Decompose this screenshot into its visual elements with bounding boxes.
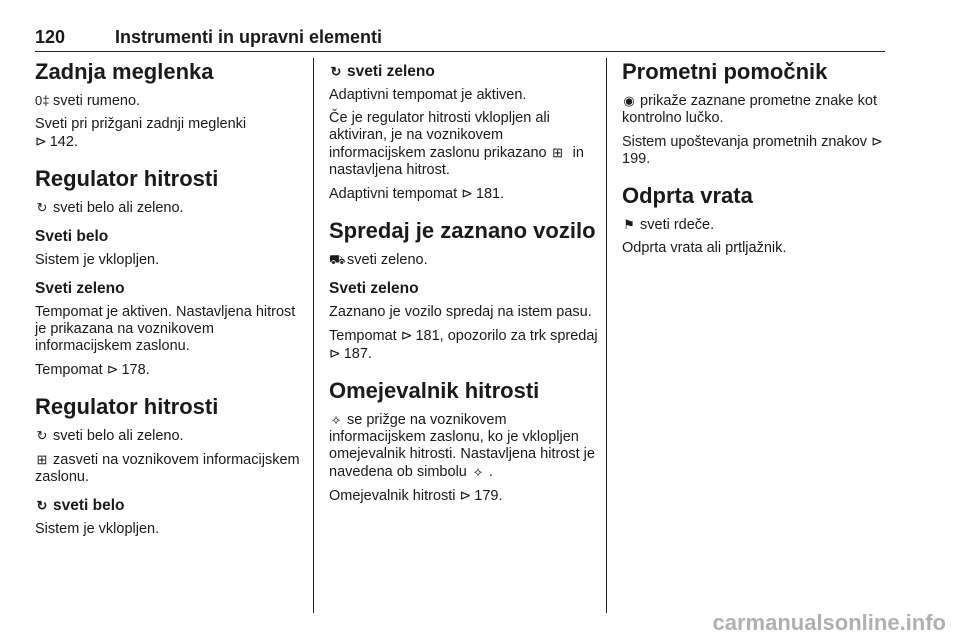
page-reference-icon: ⊳ [461, 185, 473, 201]
column-2 [329, 58, 599, 511]
speed-limiter-icon: ⟡ [331, 412, 341, 427]
column-1 [35, 58, 305, 544]
section-title: Zadnja meglenka [35, 59, 214, 84]
paragraph: ⛟ sveti zeleno. [329, 252, 428, 268]
section-title: Spredaj je zaznano vozilo [329, 218, 596, 243]
paragraph: ◉ prikaže zaznane prometne znake kot kontrolno lučko. [622, 93, 877, 126]
paragraph: ⊞ zasveti na voznikovem informacijskem zaslonu. [35, 452, 300, 485]
paragraph: Sistem je vklopljen. [35, 521, 160, 537]
cruise-control-icon: ↻ [36, 498, 48, 513]
paragraph: Tempomat je aktiven. Nastavljena hitrost je prikazana na voznikovem informacijskem zaslonu. [35, 304, 296, 354]
watermark: carmanualsonline.info [712, 610, 946, 635]
section-title: Regulator hitrosti [35, 394, 219, 419]
cruise-control-icon: ↻ [36, 428, 48, 443]
page-header [35, 27, 885, 52]
subheading: Sveti zeleno [35, 280, 125, 297]
paragraph: ⚑ sveti rdeče. [623, 217, 715, 233]
page-reference-icon: ⊳ [871, 133, 883, 149]
paragraph: ↻ sveti belo ali zeleno. [36, 200, 184, 216]
door-open-icon: ⚑ [623, 217, 635, 232]
paragraph: Sistem upoštevanja prometnih znakov ⊳199. [622, 133, 883, 167]
paragraph: ↻ sveti belo ali zeleno. [36, 428, 184, 444]
subheading: ↻ sveti zeleno [330, 63, 435, 80]
paragraph: Adaptivni tempomat je aktiven. [329, 87, 527, 103]
page-reference-icon: ⊳ [329, 345, 341, 361]
subheading: ↻ sveti belo [36, 497, 125, 514]
paragraph: Sveti pri prižgani zadnji meglenki ⊳ 142. [35, 116, 247, 150]
paragraph: Adaptivni tempomat ⊳ 181. [329, 185, 505, 202]
page-reference-icon: ⊳ [106, 361, 119, 377]
cruise-control-icon: ↻ [36, 200, 48, 215]
column-3 [622, 58, 892, 263]
speed-limiter-icon: ⟡ [473, 464, 483, 479]
traffic-sign-icon: ◉ [623, 93, 635, 108]
subheading: Sveti belo [35, 228, 109, 245]
page-reference-icon: ⊳ [459, 487, 472, 503]
running-title: Instrumenti in upravni elementi [115, 27, 383, 47]
cruise-control-icon: ↻ [330, 64, 342, 79]
section-title: Odprta vrata [622, 183, 753, 208]
page-reference-icon: ⊳ [400, 327, 413, 343]
page-reference-icon: ⊳ [35, 133, 47, 149]
paragraph: 0‡ sveti rumeno. [35, 93, 141, 109]
paragraph: Omejevalnik hitrosti ⊳ 179. [329, 487, 503, 504]
vehicle-ahead-icon: ⛟ [329, 252, 346, 267]
paragraph: Tempomat ⊳ 178. [35, 361, 150, 378]
rear-fog-light-icon: 0‡ [35, 93, 50, 108]
section-title: Prometni pomočnik [622, 59, 828, 84]
paragraph: Odprta vrata ali prtljažnik. [622, 240, 787, 256]
column-divider [606, 58, 607, 613]
cruise-display-icon: ⊞ [36, 452, 48, 467]
cruise-display-icon: ⊞ [552, 145, 564, 160]
paragraph: Zaznano je vozilo spredaj na istem pasu. [329, 304, 592, 320]
subheading: Sveti zeleno [329, 280, 419, 297]
paragraph: Sistem je vklopljen. [35, 252, 160, 268]
paragraph: Če je regulator hitrosti vklopljen ali aktiviran, je na voznikovem informacijskem zaslonu prikazano ⊞ in nastavljena hitrost. [329, 110, 584, 178]
paragraph: Tempomat ⊳ 181, opozorilo za trk spredaj ⊳ 187. [329, 327, 598, 362]
section-title: Regulator hitrosti [35, 166, 219, 191]
page-number: 120 [35, 27, 66, 47]
paragraph: ⟡ se prižge na voznikovem informacijskem zaslonu, ko je vklopljen omejevalnik hitrosti. Nastavljena hitrost je navedena ob simbolu ⟡ . [329, 412, 595, 480]
column-divider [313, 58, 314, 613]
section-title: Omejevalnik hitrosti [329, 378, 540, 403]
